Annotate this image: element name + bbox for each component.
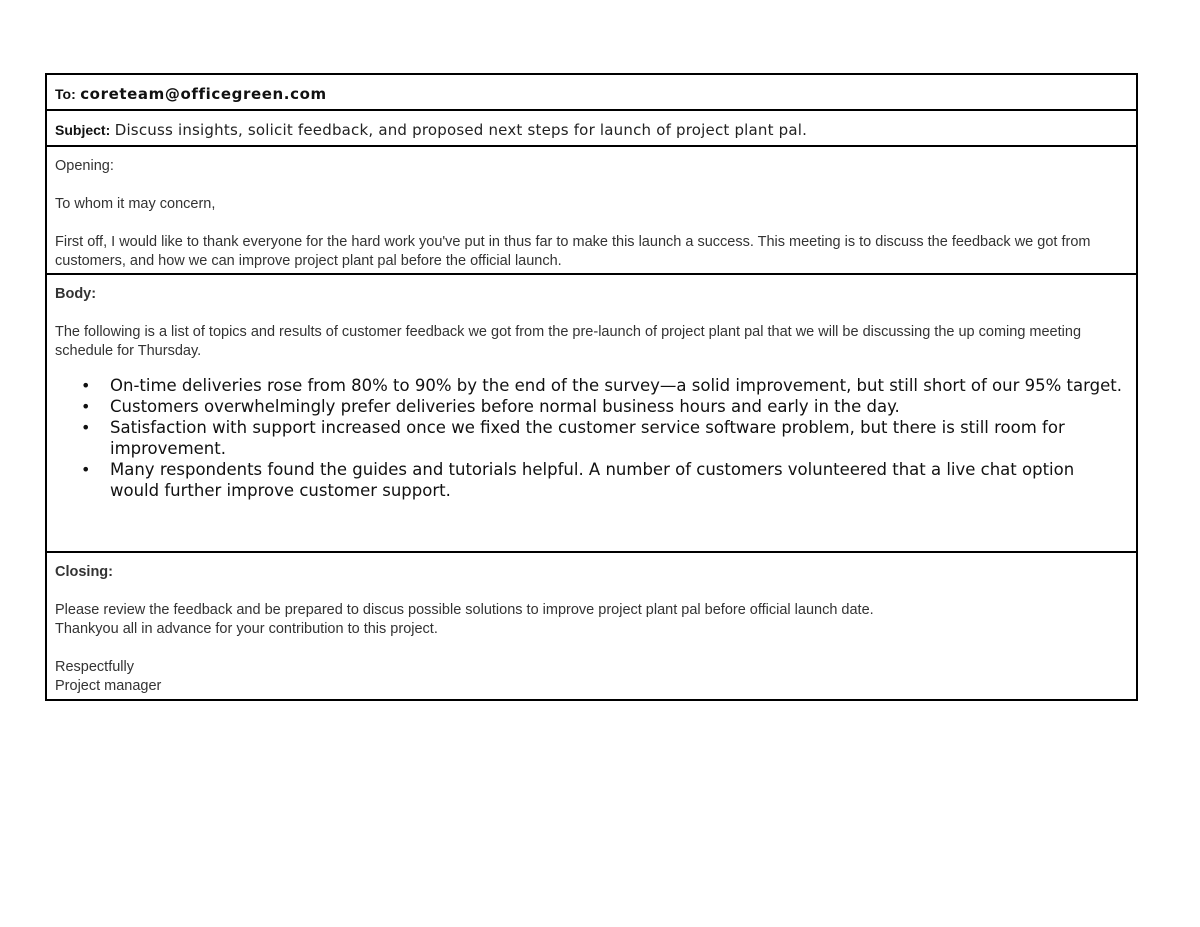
bullet-text: Satisfaction with support increased once we fixed the customer service software problem, but there is still room for improvement. [110, 418, 1065, 458]
to-label: To: [55, 86, 76, 102]
bullet-text: Many respondents found the guides and tutorials helpful. A number of customers volunteered that a live chat option would further improve customer support. [110, 460, 1075, 500]
feedback-bullet-list [55, 375, 1128, 501]
bullet-item-delivery-hours [81, 396, 1128, 417]
body-label: Body: [55, 286, 97, 302]
subject-label: Subject: [55, 122, 111, 138]
body-cell [46, 274, 1137, 552]
closing-row [46, 552, 1137, 700]
to-cell [46, 74, 1137, 110]
body-intro: The following is a list of topics and results of customer feedback we got from the pre-launch of project plant pal that we will be discussing the up coming meeting schedule for Thursday. [55, 324, 1082, 359]
bullet-item-support [81, 417, 1128, 459]
closing-signature: Project manager [55, 678, 162, 694]
bullet-icon: • [81, 376, 91, 395]
subject-cell [46, 110, 1137, 146]
opening-cell [46, 146, 1137, 274]
closing-signoff: Respectfully [55, 659, 134, 675]
subject-row [46, 110, 1137, 146]
email-template-table [45, 73, 1138, 701]
bullet-icon: • [81, 460, 91, 479]
opening-label: Opening: [55, 158, 114, 174]
bullet-icon: • [81, 397, 91, 416]
to-row [46, 74, 1137, 110]
subject-text: Discuss insights, solicit feedback, and proposed next steps for launch of project plant pal. [114, 121, 808, 139]
bullet-text: On-time deliveries rose from 80% to 90% by the end of the survey—a solid improvement, but still short of our 95% target. [110, 376, 1122, 395]
opening-salutation: To whom it may concern, [55, 196, 216, 212]
closing-cell [46, 552, 1137, 700]
closing-line-2: Thankyou all in advance for your contribution to this project. [55, 621, 438, 637]
bullet-item-guides [81, 459, 1128, 501]
to-address: coreteam@officegreen.com [80, 85, 327, 103]
body-row [46, 274, 1137, 552]
closing-label: Closing: [55, 564, 113, 580]
opening-paragraph: First off, I would like to thank everyone for the hard work you've put in thus far to make this launch a success. This meeting is to discuss the feedback we got from customers, and how we can improve project plant pal before the official launch. [55, 234, 1091, 269]
bullet-text: Customers overwhelmingly prefer deliveries before normal business hours and early in the day. [110, 397, 900, 416]
closing-line-1: Please review the feedback and be prepared to discus possible solutions to improve project plant pal before official launch date. [55, 602, 874, 618]
opening-row [46, 146, 1137, 274]
bullet-icon: • [81, 418, 91, 437]
bullet-item-ontime [81, 375, 1128, 396]
